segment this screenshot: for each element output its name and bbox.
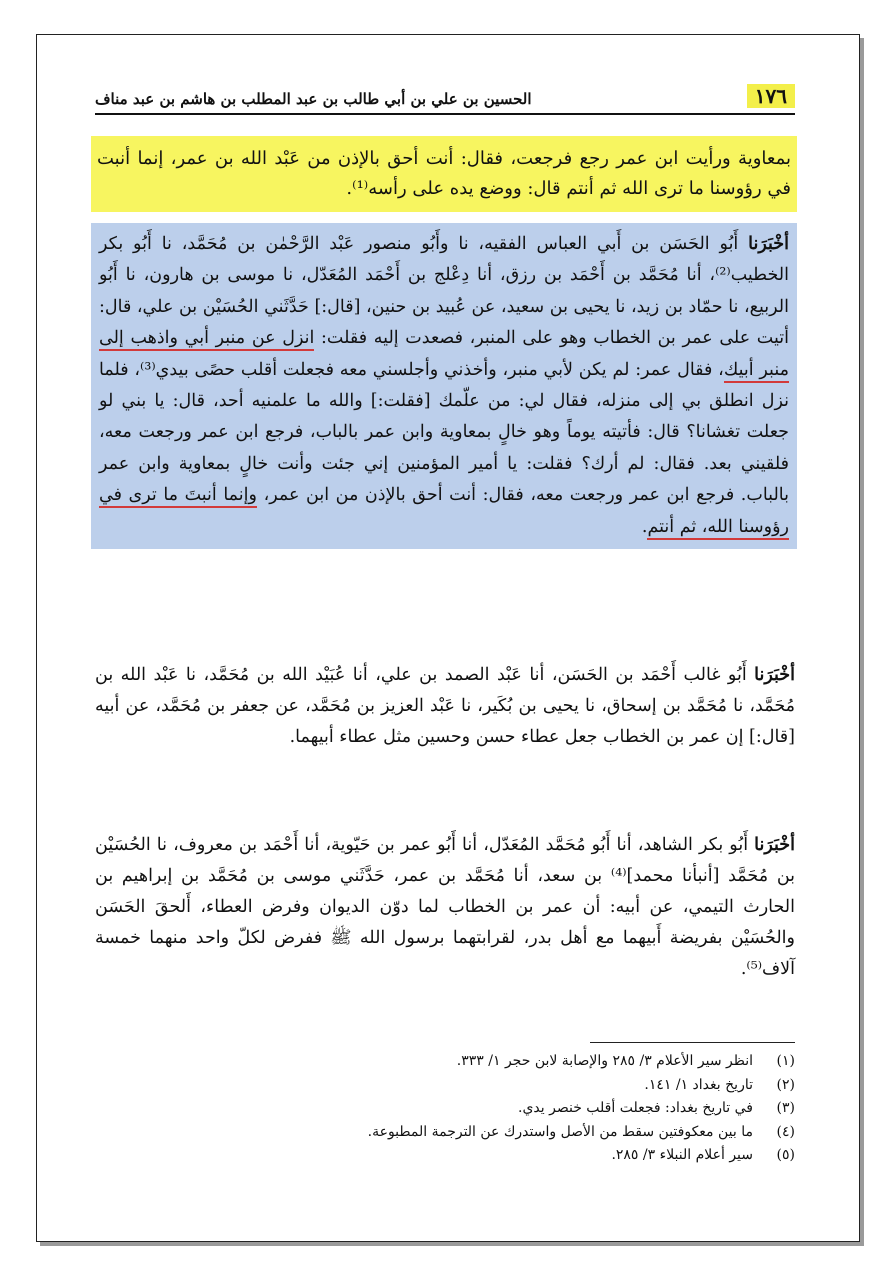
footnote-number: (٢) — [776, 1076, 795, 1093]
underlined-quote: انزل عن منبر أبي واذهب إلى منبر أبيك — [99, 328, 789, 382]
footnotes — [95, 1050, 795, 1168]
footnote — [95, 1074, 795, 1098]
highlighted-paragraph-yellow — [91, 136, 797, 212]
footnote — [95, 1050, 795, 1074]
paragraph-text — [95, 830, 795, 985]
page-number: ١٧٦ — [747, 84, 795, 108]
footnote — [95, 1144, 795, 1168]
narration-keyword: أخْبَرَنا — [754, 665, 795, 685]
footnote-text: ما بين معكوفتين سقط من الأصل واستدرك عن الترجمة المطبوعة. — [367, 1123, 753, 1140]
paragraph-text: بمعاوية ورأيت ابن عمر رجع فرجعت، فقال: أنت أحق بالإذن من عَبْد الله بن عمر، إنما أنبت في رؤوسنا ما ترى الله ثم أنتم قال: ووضع يده على رأسه⁽¹⁾. — [97, 148, 791, 199]
running-title: الحسين بن علي بن أبي طالب بن عبد المطلب بن هاشم بن عبد مناف — [95, 90, 532, 108]
text-segment: أَبُو غالب أَحْمَد بن الحَسَن، أنا عَبْد الصمد بن علي، أنا عُبَيْد الله بن مُحَمَّد، نا عَبْد الله بن مُحَمَّد، نا مُحَمَّد بن إسحاق، نا يحيى بن بُكَير، نا عَبْد العزيز بن مُحَمَّد، عن جعفر بن مُحَمَّد، عن أبيه [قال:] إن عمر بن الخطاب جعل عطاء حسن وحسين مثل عطاء أبيهما. — [95, 665, 795, 747]
text-segment: أَبُو الحَسَن بن أَبي العباس الفقيه، نا وأَبُو منصور عَبْد الرَّحْمٰن بن مُحَمَّد، نا أَبُو بكر الخطيب⁽²⁾، أنا مُحَمَّد بن أَحْمَد بن رزق، أنا دِعْلج بن أَحْمَد المُعَدّل، نا موسى بن هارون، نا أَبُو الربيع، نا حمّاد بن زيد، نا يحيى بن سعيد، عن عُبيد بن حنين، [قال:] حَدَّثَني الحُسَيْن بن علي، قال: أتيت على عمر بن الخطاب وهو على المنبر، فصعدت إليه فقلت: — [99, 234, 789, 349]
paragraph-text — [99, 229, 789, 543]
paragraph — [95, 830, 795, 985]
header-rule — [95, 113, 795, 115]
footnote-number: (٤) — [776, 1123, 795, 1140]
footnote-text: في تاريخ بغداد: فجعلت أقلب خنصر يدي. — [518, 1100, 753, 1116]
footnote-number: (٥) — [776, 1147, 795, 1163]
footnote — [95, 1097, 795, 1121]
footnote — [95, 1121, 795, 1145]
paragraph — [95, 660, 795, 753]
footnote-text: سير أعلام النبلاء ٣/ ٢٨٥. — [611, 1147, 753, 1163]
footnote-text: تاريخ بغداد ١/ ١٤١. — [644, 1076, 753, 1093]
underlined-quote: وإنما أنبتَ ما ترى في رؤوسنا الله، ثم أنتم — [99, 485, 789, 539]
footnote-text: انظر سير الأعلام ٣/ ٢٨٥ والإصابة لابن حجر ١/ ٣٣٣. — [456, 1053, 753, 1069]
footnote-number: (١) — [776, 1053, 795, 1069]
footnote-rule — [590, 1042, 795, 1043]
text-segment: ، فقال عمر: لم يكن لأبي منبر، وأخذني وأجلسني معه فجعلت أقلب حصًى بيدي⁽³⁾، فلما نزل انطلق بي إلى منزله، فقال لي: من علّمك [فقلت:] والله ما علمنيه أحد، قال: يا بني لو جعلت تغشانا؟ قال: فأتيته يوماً وهو خالٍ بمعاوية وابن عمر بالباب، فرجع ابن عمر ورجعت معه، فلقيني بعد. فقال: لم أرك؟ فقلت: يا أمير المؤمنين إني جئت وأنت خالٍ بمعاوية وابن عمر بالباب. فرجع ابن عمر ورجعت معه، فقال: أنت أحق بالإذن من ابن عمر، — [99, 359, 789, 506]
text-segment: أَبُو بكر الشاهد، أنا أَبُو مُحَمَّد المُعَدّل، أنا أَبُو عمر بن حَيّوية، أنا أَحْمَد بن معروف، نا الحُسَيْن بن مُحَمَّد [أنبأنا محمد]⁽⁴⁾ بن سعد، أنا مُحَمَّد بن عمر، حَدَّثَني موسى بن مُحَمَّد بن إبراهيم بن الحارث التيمي، عن أبيه: أن عمر بن الخطاب لما دوّن الديوان وفرض العطاء، أَلحقَ الحَسَن والحُسَيْن بفريضة أَبيهما مع أهل بدر، لقرابتهما برسول الله ﷺ ففرض لكلّ واحد منهما خمسة آلاف⁽⁵⁾. — [95, 835, 796, 979]
paragraph-text — [95, 660, 795, 753]
page-header — [95, 80, 795, 108]
highlighted-paragraph-blue — [91, 223, 797, 549]
footnote-number: (٣) — [776, 1100, 795, 1116]
narration-keyword: أخْبَرَنا — [754, 835, 795, 855]
narration-keyword: أخْبَرَنا — [748, 234, 789, 254]
text-segment: . — [641, 516, 648, 537]
